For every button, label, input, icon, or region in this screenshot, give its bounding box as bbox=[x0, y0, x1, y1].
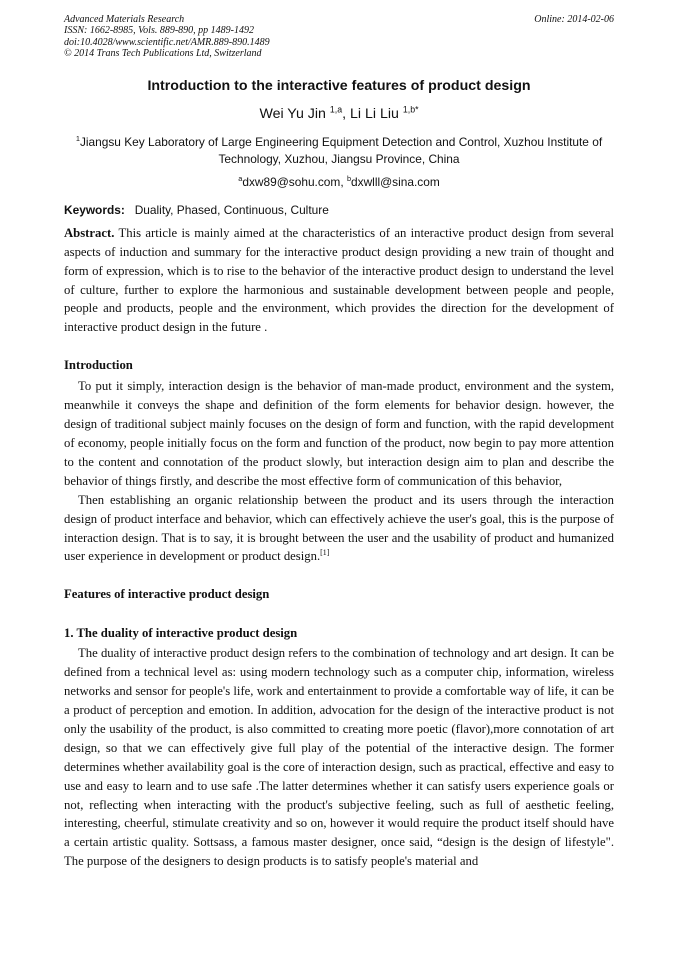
intro-paragraph-1: To put it simply, interaction design is the behavior of man-made product, environment and the system, meanwhile it conveys the shape and definition of the form elements for behavior design. however, the design of traditional subject mainly focuses on the design of form and function, with the rapid development of economy, people initially focus on the form and function of the product, now begin to pay more attention to the content and connotation of the product slowly, but interaction design aim to plan and describe the behavior of things firstly, and describe the most effective form of communication of this behavior, bbox=[64, 379, 614, 488]
issn-line: ISSN: 1662-8985, Vols. 889-890, pp 1489-1492 bbox=[64, 25, 254, 37]
abstract-label: Abstract. bbox=[64, 225, 115, 240]
keywords-text: Duality, Phased, Continuous, Culture bbox=[134, 202, 329, 217]
affiliation-sup: 1 bbox=[75, 133, 80, 143]
author-2-sup: 1,b* bbox=[402, 103, 419, 114]
citation-ref[interactable]: [1] bbox=[320, 548, 330, 558]
author-2: Li Li Liu bbox=[350, 105, 399, 122]
subsection-heading-duality: 1. The duality of interactive product design bbox=[64, 626, 298, 641]
email-a[interactable]: dxw89@sohu.com bbox=[242, 174, 341, 189]
intro-paragraph-2-text: Then establishing an organic relationship between the product and its users through the interaction design of product interface and behavior, which can effectively achieve the user's goal, this is the purpose of interaction design. That is to say, it is brought between the user and the usability of product and humanized user experience in development or product design. bbox=[64, 492, 614, 564]
email-b[interactable]: dxwlll@sina.com bbox=[351, 174, 440, 189]
affiliation-text: Jiangsu Key Laboratory of Large Engineering Equipment Detection and Control, Xuzhou Institute of Technology, Xuzhou, Jiangsu Province, China bbox=[79, 134, 603, 167]
affiliation bbox=[64, 134, 614, 169]
copyright-line: © 2014 Trans Tech Publications Ltd, Switzerland bbox=[64, 48, 262, 60]
online-date: Online: 2014-02-06 bbox=[534, 14, 614, 25]
email-a-sup: a bbox=[238, 173, 243, 183]
abstract-text: This article is mainly aimed at the characteristics of an interactive product design from several aspects of induction and summary for the interactive product design providing a new train of thought and form of expression, which is to rise to the behavior of the interactive product design to understand the level of culture, further to explore the harmonious and sustainable development between people and people, people and products, people and the environment, which provides the direction for the development of interactive product design in the future . bbox=[64, 225, 614, 335]
paper-title: Introduction to the interactive features of product design bbox=[147, 77, 531, 94]
section-heading-features: Features of interactive product design bbox=[64, 587, 270, 602]
section-heading-introduction: Introduction bbox=[64, 358, 133, 373]
author-1-sup: 1,a bbox=[329, 103, 343, 114]
email-b-sup: b bbox=[346, 173, 352, 183]
author-1: Wei Yu Jin bbox=[259, 105, 326, 122]
journal-name: Advanced Materials Research bbox=[64, 14, 185, 25]
intro-paragraph-2 bbox=[64, 491, 614, 567]
keywords-label: Keywords: bbox=[64, 202, 125, 217]
email-line: $^a$dxw89@sohu.com, $^b$dxwlll@sina.com bbox=[238, 173, 440, 189]
journal-header bbox=[64, 14, 614, 60]
keywords bbox=[64, 202, 614, 219]
doi-line: doi:10.4028/www.scientific.net/AMR.889-890.1489 bbox=[64, 36, 270, 48]
duality-paragraph: The duality of interactive product design refers to the combination of technology and art design. It can be defined from a technical level as: using modern technology such as a computer chip, information, wireless networks and sensor for people's life, work and entertainment to provide a comfortable way of life, it can be a product of perception and emotion. In addition, advocation for the design of the interactive product is not only the usability of the product, is also committed to creating more poetic (flavor),more connotation of art design, so that we can effectively give full play of the potential of the interactive design. The former determines whether availability goal is the core of interaction design, such as practical, effective and easy to use and easy to learn and to use safe .The latter determines whether it can satisfy users experience goals or not, reflecting when interacting with the product's subjective feeling, such as full of aesthetic feeling, interesting, cheerful, stimulate creativity and so on, however it would require the product itself should have a certain artistic quality. Sottsass, a famous master designer, once said, “design is the design of lifestyle". The purpose of the designers to design products is to satisfy people's material and bbox=[64, 646, 614, 869]
author-line: Wei Yu Jin $^{1,a}$, Li Li Liu $^{1,b*}$ bbox=[259, 103, 419, 122]
abstract bbox=[64, 224, 614, 337]
